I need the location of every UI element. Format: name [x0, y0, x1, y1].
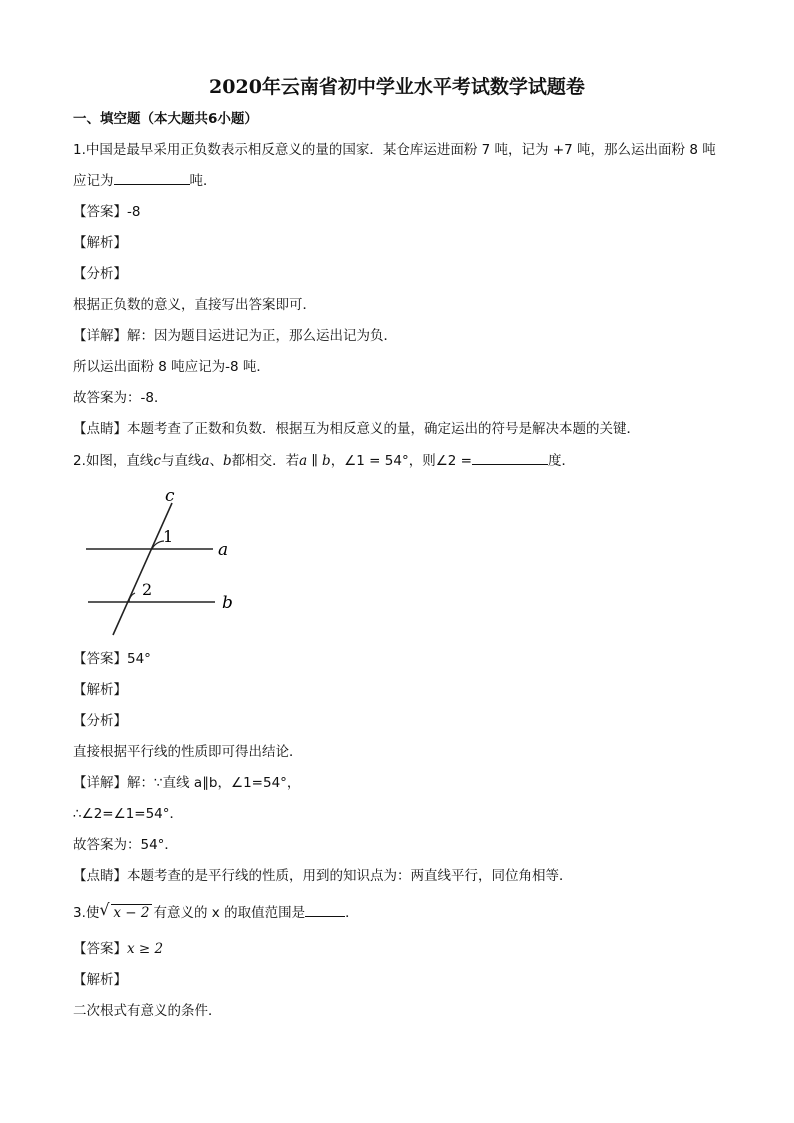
comment-text: 本题考查了正数和负数．根据互为相反意义的量，确定运出的符号是解决本题的关键． — [127, 421, 640, 437]
q2-detail2: ∴∠2=∠1=54°． — [73, 806, 184, 822]
q2-var-b: b — [223, 453, 232, 469]
q1-detail2: 所以运出面粉 8 吨应记为-8 吨． — [73, 359, 270, 375]
q2-answer-blank — [472, 452, 548, 465]
q1-detail — [73, 327, 397, 345]
q2-fenxi-label: 【分析】 — [73, 713, 127, 729]
q3-part1: 3.使 — [73, 905, 100, 921]
q3-text — [73, 900, 359, 922]
answer-label: 【答案】 — [73, 204, 127, 220]
q2-part6: 度． — [548, 453, 575, 469]
q3-radicand: x − 2 — [113, 905, 150, 921]
answer-value: -8 — [127, 204, 141, 220]
detail-text: 解：∵直线 a∥b，∠1=54°， — [127, 775, 301, 791]
answer-label: 【答案】 — [73, 941, 127, 957]
q3-answer-blank — [305, 904, 345, 917]
line-c — [113, 503, 172, 635]
page-title: 2020年云南省初中学业水平考试数学试题卷 — [209, 76, 585, 98]
detail-text: 解：因为题目运进记为正，那么运出记为负． — [127, 328, 397, 344]
section-heading: 一、填空题（本大题共6小题） — [73, 111, 258, 127]
q1-prefix: 应记为 — [73, 173, 114, 189]
parallel-lines-figure — [80, 485, 250, 640]
answer-value: 54° — [127, 651, 151, 667]
comment-label: 【点睛】 — [73, 868, 127, 884]
q1-fenxi-label: 【分析】 — [73, 266, 127, 282]
angle-2-arc — [129, 593, 135, 602]
q1-final: 故答案为：-8． — [73, 390, 168, 406]
q2-part2: 与直线 — [160, 453, 202, 469]
answer-label: 【答案】 — [73, 651, 127, 667]
q2-var-c: c — [153, 453, 161, 469]
q1-analysis-label: 【解析】 — [73, 235, 127, 251]
q2-comment — [73, 867, 573, 885]
q2-parallel: a ∥ b — [299, 453, 331, 469]
q3-part2: 有意义的 x 的取值范围是 — [153, 905, 306, 921]
q1-answer — [73, 203, 140, 221]
q2-part3: 、 — [209, 453, 224, 469]
q3-sqrt — [99, 900, 151, 922]
q2-detail — [73, 774, 300, 792]
answer-value: x ≥ 2 — [127, 941, 164, 957]
q1-fenxi-text: 根据正负数的意义，直接写出答案即可． — [73, 297, 316, 313]
q2-part1: 2.如图，直线 — [73, 453, 154, 469]
q1-comment — [73, 420, 640, 438]
label-c: c — [165, 486, 175, 506]
q1-suffix: 吨． — [189, 173, 217, 189]
q2-text — [73, 452, 575, 470]
q3-answer — [73, 940, 163, 958]
q2-var-a: a — [201, 453, 210, 469]
label-b: b — [222, 593, 233, 613]
q3-text-analysis: 二次根式有意义的条件． — [73, 1003, 222, 1019]
comment-text: 本题考查的是平行线的性质，用到的知识点为：两直线平行，同位角相等． — [127, 868, 573, 884]
q2-answer — [73, 650, 151, 668]
label-angle-2: 2 — [142, 580, 153, 599]
q1-text-line2 — [73, 172, 217, 190]
q2-final: 故答案为：54°． — [73, 837, 178, 853]
label-a: a — [218, 540, 229, 560]
q3-part3: ． — [345, 905, 359, 921]
q2-fenxi-text: 直接根据平行线的性质即可得出结论． — [73, 744, 303, 760]
detail-label: 【详解】 — [73, 328, 127, 344]
q2-part4: 都相交．若 — [231, 453, 300, 469]
q3-analysis-label: 【解析】 — [73, 972, 127, 988]
detail-label: 【详解】 — [73, 775, 127, 791]
q1-answer-blank — [114, 172, 190, 185]
comment-label: 【点睛】 — [73, 421, 127, 437]
q2-part5: ，∠1 = 54°，则∠2 = — [330, 453, 472, 469]
q1-text-line1: 1.中国是最早采用正负数表示相反意义的量的国家．某仓库运进面粉 7 吨，记为 +7 吨，那么运出面粉 8 吨 — [73, 142, 716, 158]
q2-analysis-label: 【解析】 — [73, 682, 127, 698]
sqrt-sign: √ — [99, 900, 110, 919]
label-angle-1: 1 — [163, 527, 174, 546]
